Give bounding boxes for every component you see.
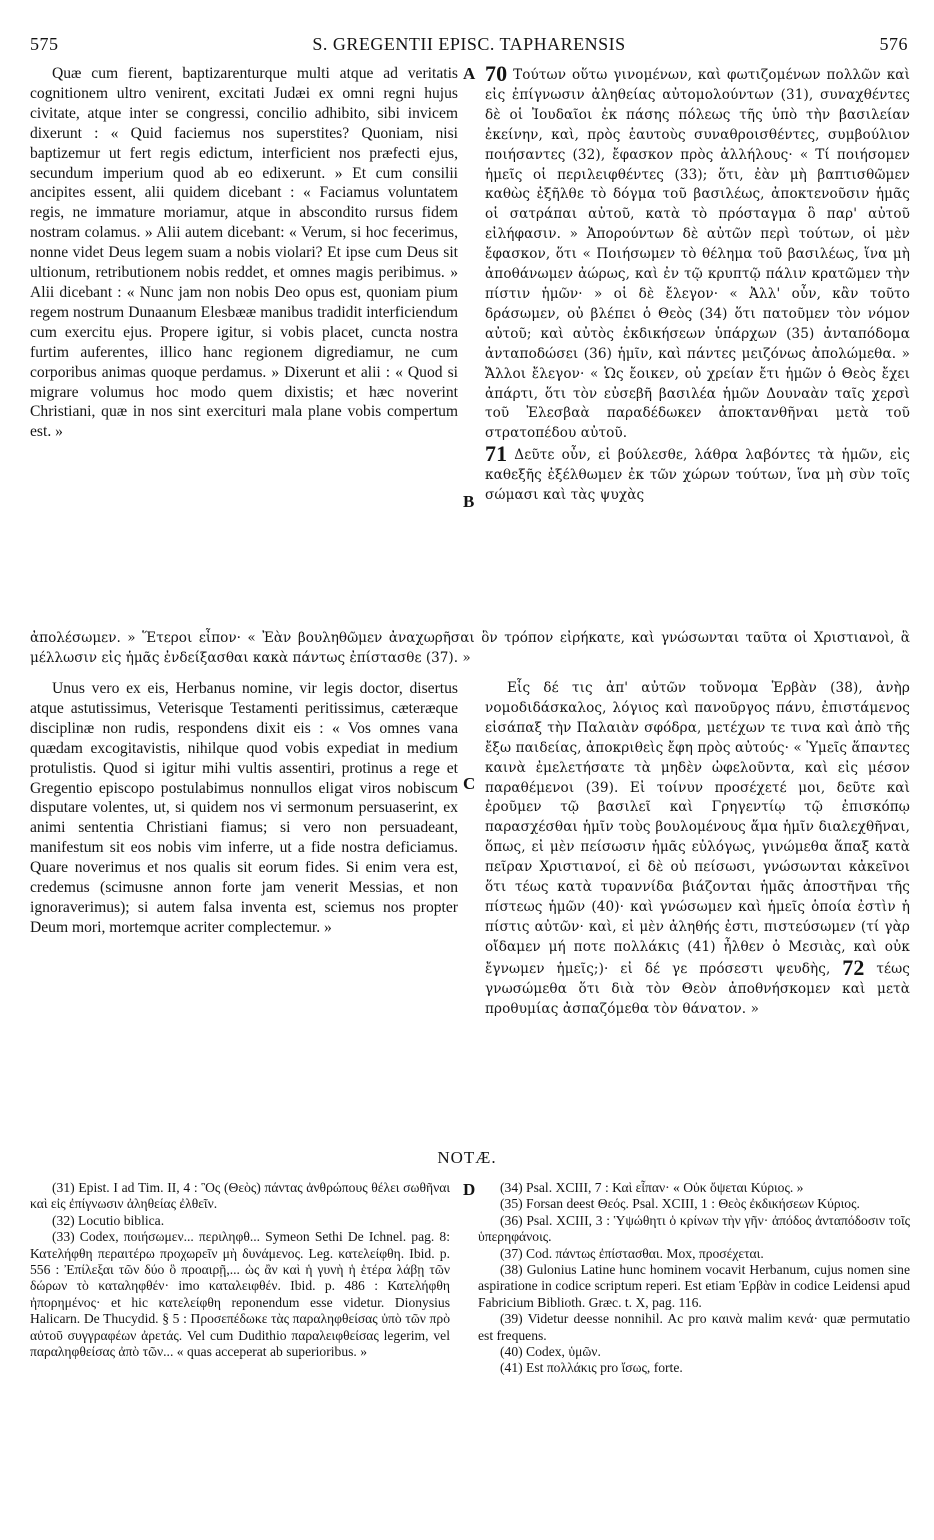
greek-paragraph-2-text: Δεῦτε οὖν, εἰ βούλεσθε, λάθρα λαβόντες τὰ ἡμῶν, εἰς καθεξῆς ἐξέλθωμεν ἐκ τῶν χώρων τούτων, ἵνα μὴ σὺν τοῖς σώμασι καὶ τὰς ψυχὰς	[485, 447, 910, 504]
greek-column-bottom	[485, 679, 910, 1019]
running-title: S. GREGENTII EPISC. TAPHARENSIS	[312, 34, 626, 54]
greek-column-top	[485, 61, 911, 506]
note-37: (37) Cod. πάντως ἐπίστασθαι. Mox, προσέχεται.	[500, 1245, 764, 1261]
notes-title: NOTÆ.	[437, 1148, 497, 1167]
note-39: (39) Videtur deesse nonnihil. Ac pro καινὰ malim κενά· quæ permutatio est frequens.	[478, 1311, 910, 1343]
greek-paragraph-3b-text: τέως γνωσώμεθα ὅτι διὰ τὸν Θεὸν ἀποθνήσκομεν καὶ μετὰ προθυμίας ἀσπαζόμεθα τὸν θάνατον. »	[485, 960, 911, 1017]
latin-column-bottom	[30, 679, 458, 938]
greek-full-width-line	[30, 629, 910, 669]
note-31: (31) Epist. I ad Tim. II, 4 : Ὃς (Θεὸς) πάντας ἀνθρώπους θέλει σωθῆναι καὶ εἰς ἐπίγνωσιν ἀληθείας ἐλθεῖν.	[30, 1180, 450, 1212]
greek-full-width-text: ἀπολέσωμεν. » Ἕτεροι εἶπον· « Ἐὰν βουληθῶμεν ἀναχωρῆσαι ὃν τρόπον εἰρήκατε, καὶ γνώσωνται ταῦτα οἱ Χριστιανοὶ, ἃ μέλλωσιν εἰς ἡμᾶς ἐνδείξασθαι κακὰ πάντως ἐπίστασθε (37). »	[30, 630, 910, 666]
note-41: (41) Est πολλάκις pro ἴσως, forte.	[500, 1360, 683, 1376]
latin-paragraph-2: Unus vero ex eis, Herbanus nomine, vir legis doctor, disertus atque astutissimus, Veterisque Testamenti peritissimus, cæteræque disciplinæ non rudis, respondens dixit eis : « Vos omnes vana quædam excogitavistis, nihilque quod vobis expediat in medium protulistis. Quod si igitur mihi vultis assentiri, protinus a rege et Gregentio episcopo postulabimus nonnullos eligat viros nobiscum disputare volentes, ut, si quidem nos vi sermonum persuaserint, ex animi sententia Christiani fiamus; si vero non persuadeant, manifestum sit eos nobis vim inferre, ut a fide nostra deficiamus. Quare noverimus et nos qualis sit eorum fides. Si enim vera est, credemus (scimusne annon forte jam venerit Messias, et non ignoraverimus); si autem falsa inventa est, sciemus nos propter Deum mori, mortemque acriter complectemur. »	[30, 680, 458, 936]
greek-paragraph-1-text: Τούτων οὕτω γινομένων, καὶ φωτιζομένων πολλῶν καὶ εἰς ἐπίγνωσιν ἀληθείας αὐτομολούντων (31), συναχθέντες δὲ οἱ Ἰουδαῖοι ἐκ πάσης πόλεως τῆς ὑπὸ τὴν βασιλείαν ἐκείνην, καὶ, πρὸς ἑαυτοὺς συναθροισθέντες, συμβούλιον ποιήσαντες (32), ἔφασκον πρὸς ἀλλήλους· « Τί ποιήσομεν ἡμεῖς οἱ περιλειφθέντες (33); ὅτι, ἐὰν μὴ βαπτισθῶμεν καθὼς ἐξῆλθε τὸ δόγμα τοῦ βασιλέως, ἀποκτενοῦσιν ἡμᾶς οἱ σατράπαι αὐτοῦ, κατὰ τὸ πρόσταγμα ὃ παρ' αὐτοῦ εἰλήφασιν. » Ἀπορούντων δὲ αὐτῶν περὶ τούτων, οἱ μὲν ἔφασκον, ὅτι « Ποιήσωμεν τὸ θέλημα τοῦ βασιλέως, ἵνα μὴ ἀποθάνωμεν ἀώρως, καὶ ἐν τῷ κρυπτῷ πάλιν κρατῶμεν τὴν πίστιν ἡμῶν· » οἱ δὲ ἔλεγον· « Ἀλλ' οὖν, κἂν τοῦτο δράσωμεν, οὐ βλέπει ὁ Θεὸς (34) ὅτι πατοῦμεν τὸν νόμον αὐτοῦ; καὶ αὐτὸς ἐκδικήσεων ὑπάρχων (35) ἀνταπόδομα ἀνταποδώσει (36) ἡμῖν, καὶ πάντες μειζόνως ἀπολώμεθα. » Ἄλλοι ἔλεγον· « Ὡς ἔοικεν, οὐ χρείαν ἔτι ἡμῶν ὁ Θεὸς ἔχει ἀπάρτι, ὅτι τὸν εὐσεβῆ βασιλέα ἡμῶν Δουναὰν ταῖς χερσὶ τοῦ Ἐλεσβαὰ παραδέδωκεν ἀποκτανθῆναι μετὰ τοῦ στρατοπέδου αὐτοῦ.	[485, 67, 911, 442]
note-32: (32) Locutio biblica.	[52, 1212, 165, 1228]
greek-paragraph-2	[485, 441, 910, 506]
greek-paragraph-1	[485, 61, 911, 444]
margin-marker-d: D	[463, 1180, 476, 1199]
note-33: (33) Codex, ποιήσωμεν... περιληφθ... Symeon Sethi De Ichnel. pag. 8: Κατελήφθη περαιτέρω προχωρεῖν μὴ δυνάμενος. Leg. κατελείφθη. Ibid. p. 556 : Ἐπίλεξαι τῶν δύο ὃ προαιρῇ,... ὡς ἂν καὶ ἡ γυνὴ ἡ ἑτέρα λάβῃ τῶν δώρων τὸ καταληφθέν· imo καταλειφθέν. Ibid. p. 486 : Κατελήφθη ἠπορημένος· et hic κατελείφθη reponendum esse videtur. Dionysius Halicarn. De Thucydid. § 5 : Προσεπέδωκε τὰς παραληφθείσας ὑπὸ τῶν πρὸ αὐτοῦ συγγραφέων ἀρετάς. Vel cum Dudithio παραλειφθείσας legerim, vel παραληφθείσας ἀπὸ τῶν... « quas acceperat ab superioribus. »	[30, 1229, 450, 1360]
page-number-right: 576	[879, 34, 908, 54]
margin-marker-c: C	[463, 774, 476, 793]
margin-marker-a: A	[463, 64, 476, 83]
running-header	[30, 34, 908, 56]
note-34: (34) Psal. XCIII, 7 : Καὶ εἶπαν· « Οὐκ ὄψεται Κύριος. »	[500, 1180, 804, 1195]
notes-left-column	[30, 1180, 450, 1360]
greek-paragraph-3	[485, 679, 910, 1019]
margin-marker-b: B	[463, 492, 475, 511]
greek-paragraph-3-text: Εἷς δέ τις ἀπ' αὐτῶν τοὔνομα Ἑρβὰν (38), ἀνὴρ νομοδιδάσκαλος, λόγιος καὶ πανοῦργος πάνυ, ἐπιστάμενος εἰσάπαξ τὴν Παλαιὰν σφόδρα, μετέχων τε τινα καὶ ἀπὸ τῆς ἔξω παιδείας, ἀποκριθεὶς ἔφη πρὸς αὐτούς· « Ὑμεῖς ἅπαντες καινὰ ἐμελετήσατε τὰ μηδὲν ὠφελοῦντα, καὶ εἰς μέσον παραθέμενοι (39). Εἰ τοίνυν προσέχετέ μοι, δεῦτε καὶ ἐροῦμεν τῷ βασιλεῖ καὶ Γρηγεντίῳ τῷ ἐπισκόπῳ παρασχέσθαι ἡμῖν τοὺς βουλομένους ἅμα ἡμῖν διαλεχθῆναι, ὅπως, εἰ μὲν πείσωσιν ἡμᾶς εὐλόγως, γινώμεθα ἅπαξ κατὰ πεῖραν Χριστιανοί, εἰ δὲ οὐ πείσωσι, γνώσωνται κἀκεῖνοι ὅτι τέως κατὰ τυραννίδα βιάζονται ἡμᾶς ἀποστῆναι τῆς πίστεως ἡμῶν (40)· καὶ γνώσωμεν καὶ ἡμεῖς ὁποία ἐστὶν ἡ πίστις αὐτῶν· καὶ, εἰ μὲν ἀληθής ἐστι, πιστεύσωμεν (τί γὰρ οἴδαμεν μή ποτε πολλάκις (41) ἦλθεν ὁ Μεσιὰς, καὶ οὐκ ἔγνωμεν ἡμεῖς;)· εἰ δέ γε πρόσεστι ψευδὴς,	[485, 680, 910, 977]
note-36: (36) Psal. XCIII, 3 : Ὑψώθητι ὁ κρίνων τὴν γῆν· ἀπόδος ἀνταπόδοσιν τοῖς ὑπερηφάνοις.	[478, 1212, 910, 1245]
notes-right-column	[478, 1180, 910, 1377]
note-40: (40) Codex, ὑμῶν.	[500, 1344, 601, 1360]
section-number-72: 72	[842, 954, 865, 980]
section-number-70: 70	[485, 61, 508, 86]
note-38: (38) Gulonius Latine hunc hominem vocavit Herbanum, cujus nomen sine aspiratione in codice scriptum reperi. Est etiam Ἑρβὰν in codice Leidensi apud Fabricium Biblioth. Græc. t. X, pag. 116.	[478, 1262, 910, 1310]
page-number-left: 575	[30, 34, 59, 54]
latin-paragraph-1: Quæ cum fierent, baptizarenturque multi atque ad veritatis cognitionem ultro venirent, excitati Judæi ex omni regni hujus civitate, atque inter se congressi, concilio adhibito, sibi invicem dixerunt : « Quid faciemus nos superstites? Quoniam, nisi baptizemur ut fert regis edictum, interficient nos præfecti ejus, secundum imperium quod ab eo edixerunt. » Et cum consilii ancipites essent, alii quidem dicebant : « Faciamus voluntatem regis, ne immature moriamur, atque in abscondito rursus fidem nostram colamus. » Alii autem dicebant: « Verum, si hoc fecerimus, nonne videt Deus legem suam a nobis violari? Et ipse cum Deus sit ultionum, retributionem nobis reddet, et omnes magis peribimus. » Alii dicebant : « Nunc jam non nobis Deo opus est, quoniam pium regem nostrum Dunaanum Elesbææ manibus tradidit interficiendum cum exercitu ejus. Propere igitur, si vobis placet, cuncta nostra furtim auferentes, illico hanc regionem digrediamur, ne cum corporibus animas quoque perdamus. » Dixerunt et alii : « Quod si migrare volumus hoc modo quem dixistis; et hæc noverint Christiani, quæ in nos sint exercituri mala plane vobis compertum est. »	[30, 65, 458, 441]
note-35: (35) Forsan deest Θεός. Psal. XCIII, 1 : Θεὸς ἐκδικήσεων Κύριος.	[500, 1196, 860, 1212]
latin-column-top	[30, 64, 458, 442]
section-number-71: 71	[485, 441, 508, 467]
